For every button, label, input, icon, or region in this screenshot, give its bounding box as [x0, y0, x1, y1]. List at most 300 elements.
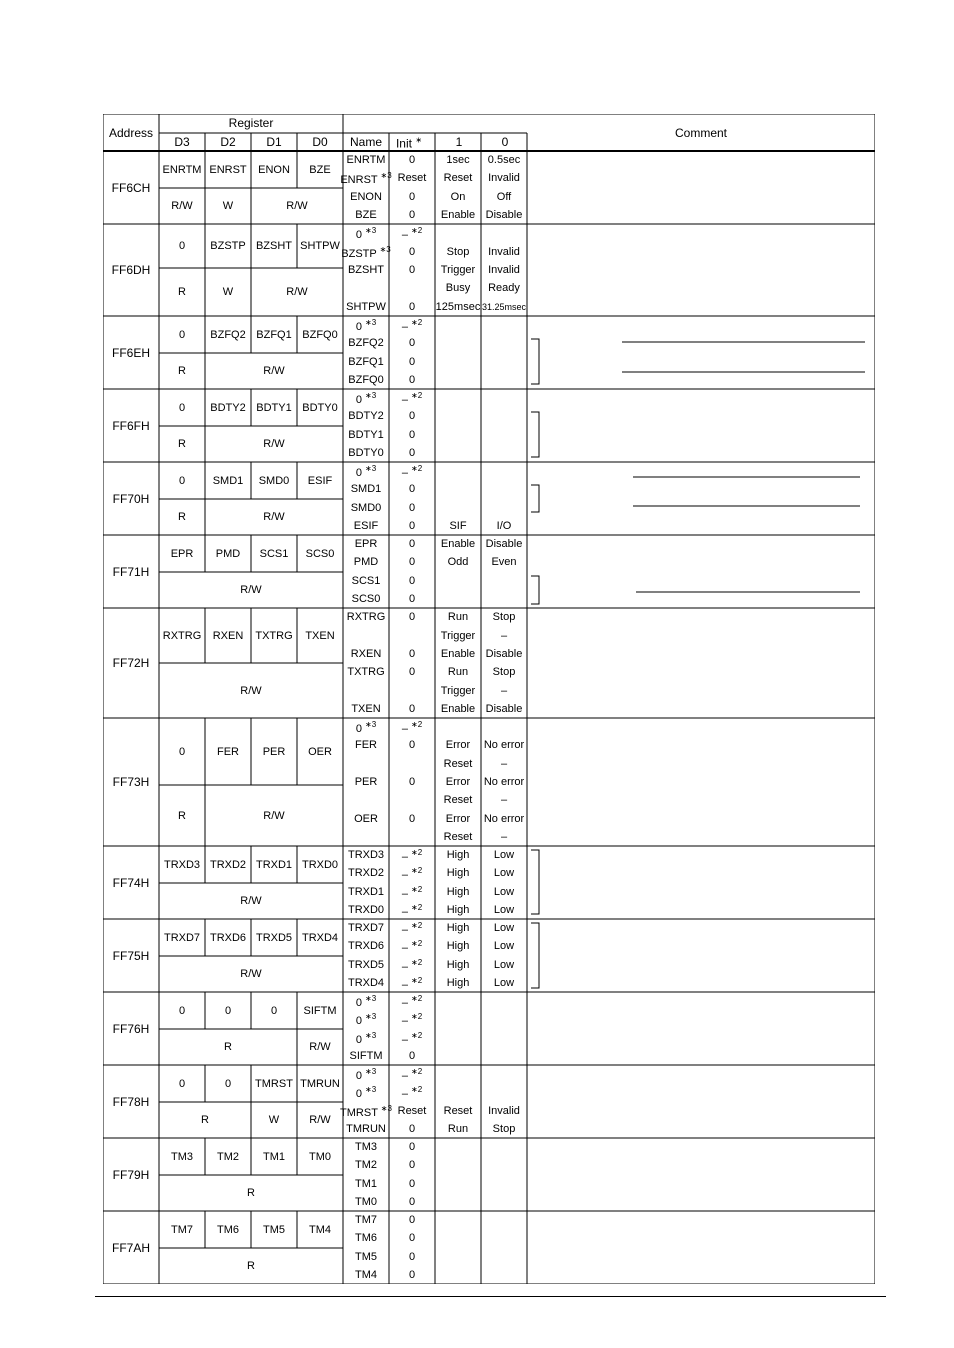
header-comment: Comment — [674, 126, 728, 140]
init-cell — [402, 1011, 422, 1029]
value-zero-cell: Invalid — [488, 172, 520, 185]
name-cell: TRXD6 — [347, 940, 385, 953]
init-cell: 0 — [408, 1122, 416, 1135]
value-zero-cell: Disable — [485, 702, 523, 715]
name-cell — [356, 1084, 376, 1102]
access-cell: R — [178, 511, 186, 523]
init-cell-value: – — [401, 1033, 408, 1046]
value-zero-cell: Invalid — [488, 264, 520, 276]
value-zero-cell: – — [500, 757, 508, 770]
value-one-cell: Error — [445, 776, 471, 788]
init-cell-value: – — [401, 722, 408, 735]
value-one-cell: Reset — [443, 830, 473, 843]
init-cell-value: – — [401, 393, 408, 406]
name-cell: ENON — [350, 190, 382, 203]
access-cell: R — [247, 1260, 255, 1272]
init-cell — [402, 992, 422, 1010]
name-cell: TM3 — [355, 1141, 377, 1154]
name-cell-note: ∗3 — [365, 994, 377, 1004]
name-cell: BZFQ2 — [348, 337, 384, 350]
bit-cell: TM5 — [263, 1223, 285, 1236]
header-d0: D0 — [312, 135, 328, 149]
name-cell: PER — [354, 776, 378, 788]
bit-cell: BZSTP — [210, 240, 246, 252]
name-cell-note: ∗3 — [380, 171, 392, 181]
address-cell: FF79H — [112, 1167, 150, 1182]
value-one-cell: Run — [447, 666, 469, 679]
init-cell: 0 — [408, 776, 416, 788]
bit-cell: ENRST — [209, 163, 247, 176]
value-one-cell: Reset — [443, 172, 473, 185]
value-one-cell: High — [446, 976, 470, 989]
init-cell: 0 — [408, 245, 416, 258]
name-cell-note: ∗3 — [365, 1067, 377, 1077]
name-cell-note: ∗3 — [379, 244, 391, 254]
value-zero-cell: Off — [496, 190, 512, 203]
bit-cell: 0 — [178, 401, 186, 414]
name-cell: SHTPW — [346, 300, 386, 313]
init-cell: 0 — [408, 410, 416, 423]
init-cell: 0 — [408, 812, 416, 825]
value-one-cell: 125msec — [435, 300, 481, 313]
name-cell-note: ∗3 — [365, 391, 377, 401]
name-cell-value: 0 — [355, 393, 362, 406]
name-cell: TM4 — [355, 1268, 377, 1281]
bit-cell: TM4 — [309, 1223, 331, 1236]
init-cell — [402, 718, 422, 736]
bit-cell: TRXD1 — [255, 858, 293, 871]
name-cell-note: ∗3 — [365, 1030, 377, 1040]
name-cell: ESIF — [353, 519, 379, 532]
name-cell — [356, 1029, 376, 1047]
name-cell: BZSHT — [347, 264, 385, 276]
init-cell-value: – — [401, 850, 408, 863]
name-cell-note: ∗3 — [365, 318, 377, 328]
value-one-cell: SIF — [449, 519, 467, 532]
value-one-cell: Run — [447, 1122, 469, 1135]
value-zero-cell: Disable — [485, 538, 523, 551]
init-cell: 0 — [408, 428, 416, 441]
init-cell: 0 — [408, 666, 416, 679]
access-cell: R — [224, 1041, 232, 1053]
name-cell-value: 0 — [355, 1069, 362, 1082]
header-init — [396, 134, 422, 151]
name-cell-note: ∗3 — [380, 1103, 392, 1113]
access-cell: R/W — [263, 809, 285, 822]
init-cell — [402, 865, 422, 883]
header-d1: D1 — [266, 135, 282, 149]
name-cell: BZFQ0 — [348, 373, 384, 386]
init-cell: 0 — [408, 1232, 416, 1245]
init-cell: 0 — [408, 190, 416, 203]
header-register: Register — [228, 116, 274, 130]
value-one-cell: Stop — [446, 245, 470, 258]
init-cell: 0 — [408, 446, 416, 459]
init-cell: 0 — [408, 264, 416, 276]
comment-bracket — [531, 339, 539, 384]
init-cell: 0 — [408, 702, 416, 715]
init-cell — [402, 956, 422, 974]
value-zero-cell: Low — [493, 885, 515, 898]
value-one-cell: Enable — [440, 208, 476, 221]
access-cell: R/W — [286, 286, 308, 298]
bit-cell: TM3 — [171, 1150, 193, 1163]
init-cell: 0 — [408, 538, 416, 551]
init-cell: Reset — [397, 172, 427, 185]
name-cell-note: ∗3 — [365, 720, 377, 730]
init-cell-value: – — [401, 466, 408, 479]
init-cell — [402, 938, 422, 956]
header-zero: 0 — [501, 135, 509, 149]
bit-cell: FER — [217, 745, 239, 758]
bit-cell: TRXD2 — [209, 858, 247, 871]
init-cell-value: – — [401, 229, 408, 242]
init-cell-note: ∗2 — [411, 318, 423, 328]
init-cell-note: ∗2 — [411, 903, 423, 913]
bit-cell: BZE — [309, 163, 331, 176]
value-one-cell: On — [450, 190, 466, 203]
value-zero-cell: Stop — [492, 1122, 516, 1135]
init-cell: 0 — [408, 556, 416, 569]
name-cell: SMD0 — [350, 501, 382, 514]
access-cell: R/W — [286, 200, 308, 212]
init-cell-note: ∗2 — [411, 939, 423, 949]
init-cell-value: – — [401, 978, 408, 991]
access-cell: R/W — [240, 968, 262, 980]
init-cell-note: ∗2 — [411, 866, 423, 876]
name-cell: BDTY1 — [348, 428, 384, 441]
init-cell: 0 — [408, 355, 416, 368]
value-one-cell: High — [446, 849, 470, 862]
bit-cell: OER — [308, 745, 332, 758]
value-one-cell: High — [446, 867, 470, 880]
value-zero-cell: Invalid — [488, 1104, 520, 1117]
header-init-mark: ∗ — [415, 135, 423, 145]
bit-cell: TRXD4 — [301, 931, 339, 944]
bit-cell: SCS0 — [305, 547, 335, 560]
header-d3: D3 — [174, 135, 190, 149]
name-cell — [356, 1065, 376, 1083]
name-cell: TXTRG — [347, 666, 385, 679]
bit-cell: 0 — [178, 745, 186, 758]
init-cell-value: – — [401, 942, 408, 955]
name-cell: TMRUN — [346, 1122, 386, 1135]
value-zero-cell: Low — [493, 922, 515, 935]
bit-cell: SCS1 — [259, 547, 289, 560]
name-cell-value: 0 — [355, 229, 362, 242]
bit-cell: BZSHT — [255, 240, 293, 252]
name-cell-value: 0 — [355, 320, 362, 333]
access-cell: R/W — [309, 1114, 331, 1126]
address-cell: FF72H — [112, 656, 150, 670]
name-cell: TXEN — [351, 702, 381, 715]
bit-cell: TRXD5 — [255, 931, 293, 944]
bit-cell: ENON — [258, 163, 290, 176]
address-cell: FF7AH — [111, 1240, 151, 1255]
init-cell-value: – — [401, 1015, 408, 1028]
access-cell: R/W — [263, 438, 285, 450]
name-cell: ENRTM — [346, 154, 386, 167]
bit-cell: 0 — [178, 240, 186, 252]
value-zero-cell: Low — [493, 940, 515, 953]
init-cell-note: ∗2 — [411, 884, 423, 894]
name-cell — [356, 389, 376, 407]
init-cell — [402, 901, 422, 919]
name-cell: TM0 — [355, 1195, 377, 1208]
init-cell-value: – — [401, 887, 408, 900]
init-cell: 0 — [408, 501, 416, 514]
init-cell — [402, 883, 422, 901]
bit-cell: SMD1 — [212, 474, 244, 487]
bit-cell: 0 — [178, 474, 186, 487]
value-zero-cell: Low — [493, 958, 515, 971]
name-cell: TRXD4 — [347, 976, 385, 989]
access-cell: R — [178, 809, 186, 822]
header-d2: D2 — [220, 135, 236, 149]
value-one-cell: High — [446, 940, 470, 953]
address-cell: FF6DH — [111, 263, 151, 277]
value-one-cell: Trigger — [440, 264, 476, 276]
init-cell: 0 — [408, 373, 416, 386]
init-cell: 0 — [408, 1177, 416, 1190]
name-cell — [341, 243, 390, 261]
bit-cell: TM1 — [263, 1150, 285, 1163]
init-cell: 0 — [408, 1159, 416, 1172]
value-zero-cell: Stop — [492, 611, 516, 624]
value-one-cell: Error — [445, 812, 471, 825]
init-cell: 0 — [408, 574, 416, 587]
init-cell — [402, 1084, 422, 1102]
bit-cell: RXTRG — [162, 629, 202, 642]
init-cell-value: – — [401, 1088, 408, 1101]
init-cell — [402, 1065, 422, 1083]
init-cell: 0 — [408, 1195, 416, 1208]
init-cell — [402, 846, 422, 864]
init-cell: 0 — [408, 592, 416, 605]
bit-cell: 0 — [224, 1077, 232, 1090]
bit-cell: 0 — [178, 1004, 186, 1017]
bit-cell: TXEN — [305, 629, 335, 642]
value-one-cell: Trigger — [440, 684, 476, 697]
header-init-label: Init — [395, 136, 412, 151]
init-cell-value: – — [401, 320, 408, 333]
access-cell: R/W — [240, 684, 262, 697]
name-cell: TRXD1 — [347, 885, 385, 898]
bit-cell: PER — [262, 745, 286, 758]
init-cell — [402, 462, 422, 480]
name-cell: SCS1 — [351, 574, 381, 587]
bit-cell: TRXD3 — [163, 858, 201, 871]
value-zero-cell: – — [500, 830, 508, 843]
footer-rule — [95, 1296, 886, 1297]
address-cell: FF78H — [112, 1094, 150, 1109]
name-cell-value: 0 — [355, 1088, 362, 1101]
name-cell: BZFQ1 — [348, 355, 384, 368]
bit-cell: ENRTM — [162, 163, 202, 176]
name-cell — [356, 1011, 376, 1029]
access-cell: R/W — [240, 895, 262, 907]
init-cell: 0 — [408, 1214, 416, 1227]
init-cell-value: – — [401, 1069, 408, 1082]
access-cell: W — [222, 286, 234, 298]
header-address: Address — [108, 126, 154, 140]
name-cell-value: TMRST — [340, 1106, 378, 1119]
value-zero-cell: I/O — [496, 519, 512, 532]
value-zero-cell: Stop — [492, 666, 516, 679]
init-cell: 0 — [408, 208, 416, 221]
name-cell-value: 0 — [355, 996, 362, 1009]
name-cell — [340, 170, 391, 188]
value-one-cell: Enable — [440, 647, 476, 660]
value-zero-cell: 0.5sec — [487, 154, 521, 167]
access-cell: R — [178, 286, 186, 298]
bit-cell: BDTY0 — [302, 401, 338, 414]
bit-cell: TXTRG — [255, 629, 293, 642]
init-cell-value: – — [401, 996, 408, 1009]
name-cell — [356, 718, 376, 736]
value-one-cell: High — [446, 903, 470, 916]
value-zero-cell: – — [500, 629, 508, 642]
name-cell: TM5 — [355, 1250, 377, 1263]
name-cell — [356, 992, 376, 1010]
bit-cell: TRXD6 — [209, 931, 247, 944]
name-cell: OER — [354, 812, 378, 825]
init-cell-value: – — [401, 869, 408, 882]
name-cell: TM6 — [355, 1232, 377, 1245]
bit-cell: RXEN — [212, 629, 244, 642]
init-cell: 0 — [408, 647, 416, 660]
init-cell: 0 — [408, 1049, 416, 1062]
value-zero-cell: No error — [483, 739, 525, 752]
init-cell-note: ∗2 — [411, 1067, 423, 1077]
name-cell: RXEN — [350, 647, 382, 660]
init-cell-note: ∗2 — [411, 976, 423, 986]
init-cell-value: – — [401, 905, 408, 918]
access-cell: W — [222, 200, 234, 212]
address-cell: FF74H — [112, 875, 150, 890]
init-cell: 0 — [408, 483, 416, 496]
value-one-cell: High — [446, 958, 470, 971]
name-cell: TRXD7 — [347, 922, 385, 935]
address-cell: FF75H — [112, 948, 150, 963]
init-cell-note: ∗2 — [411, 226, 423, 236]
name-cell-value: 0 — [355, 466, 362, 479]
comment-bracket — [531, 576, 539, 604]
init-cell: 0 — [408, 300, 416, 313]
access-cell: R/W — [263, 365, 285, 377]
value-one-cell: Busy — [445, 282, 471, 295]
init-cell-note: ∗2 — [411, 464, 423, 474]
bit-cell: PMD — [215, 547, 241, 560]
value-zero-cell: Disable — [485, 208, 523, 221]
bit-cell: TM6 — [217, 1223, 239, 1236]
name-cell — [340, 1102, 392, 1120]
value-one-cell: High — [446, 922, 470, 935]
name-cell: BDTY2 — [348, 410, 384, 423]
address-cell: FF6EH — [111, 345, 151, 360]
init-cell: 0 — [408, 611, 416, 624]
bit-cell: TMRUN — [300, 1077, 340, 1090]
init-cell — [402, 974, 422, 992]
init-cell: 0 — [408, 154, 416, 167]
bit-cell: TM7 — [171, 1223, 193, 1236]
bit-cell: SIFTM — [303, 1004, 337, 1017]
name-cell-note: ∗3 — [365, 1012, 377, 1022]
bit-cell: TM0 — [309, 1150, 331, 1163]
value-one-cell: Reset — [443, 794, 473, 807]
init-cell: 0 — [408, 337, 416, 350]
init-cell — [402, 919, 422, 937]
init-cell-note: ∗2 — [411, 1012, 423, 1022]
init-cell — [402, 224, 422, 242]
comment-bracket — [531, 412, 539, 457]
value-one-cell: Trigger — [440, 629, 476, 642]
access-cell: R/W — [309, 1041, 331, 1053]
name-cell: TM1 — [355, 1177, 377, 1190]
value-one-cell: 1sec — [446, 154, 470, 167]
access-cell: R — [178, 365, 186, 377]
name-cell: RXTRG — [346, 611, 386, 624]
value-one-cell: Reset — [443, 1104, 473, 1117]
bit-cell: TRXD0 — [301, 858, 339, 871]
header-name: Name — [349, 135, 383, 149]
value-zero-cell: Even — [491, 556, 517, 569]
value-zero-cell: – — [500, 684, 508, 697]
name-cell: BZE — [355, 208, 377, 221]
access-cell: R/W — [240, 584, 262, 596]
name-cell: PMD — [353, 556, 379, 569]
name-cell: TRXD5 — [347, 958, 385, 971]
bit-cell: BZFQ1 — [256, 328, 292, 341]
init-cell-note: ∗2 — [411, 1030, 423, 1040]
init-cell-note: ∗2 — [411, 994, 423, 1004]
init-cell-note: ∗2 — [411, 1085, 423, 1095]
init-cell — [402, 316, 422, 334]
value-zero-cell: Low — [493, 849, 515, 862]
comment-bracket — [531, 850, 539, 914]
bit-cell: TM2 — [217, 1150, 239, 1163]
init-cell: Reset — [397, 1104, 427, 1117]
init-cell-note: ∗2 — [411, 848, 423, 858]
bit-cell: 0 — [178, 1077, 186, 1090]
value-zero-cell: No error — [483, 776, 525, 788]
access-cell: R/W — [171, 200, 193, 212]
value-one-cell: Enable — [440, 702, 476, 715]
value-zero-cell: No error — [483, 812, 525, 825]
bit-cell: 0 — [224, 1004, 232, 1017]
bit-cell: TMRST — [255, 1077, 293, 1090]
value-one-cell: Reset — [443, 757, 473, 770]
name-cell — [356, 224, 376, 242]
bit-cell: 0 — [270, 1004, 278, 1017]
bit-cell: EPR — [170, 547, 194, 560]
address-cell: FF73H — [112, 775, 150, 789]
bit-cell: BDTY1 — [256, 401, 292, 414]
name-cell-value: 0 — [355, 722, 362, 735]
init-cell: 0 — [408, 1141, 416, 1154]
bit-cell: BZFQ2 — [210, 328, 246, 341]
bit-cell: TRXD7 — [163, 931, 201, 944]
name-cell: SCS0 — [351, 592, 381, 605]
header-one: 1 — [455, 135, 463, 149]
name-cell-value: BZSTP — [341, 247, 377, 260]
init-cell-note: ∗2 — [411, 391, 423, 401]
access-cell: R — [247, 1187, 255, 1199]
value-one-cell: Enable — [440, 538, 476, 551]
name-cell: BDTY0 — [348, 446, 384, 459]
value-one-cell: Run — [447, 611, 469, 624]
access-cell: R — [178, 438, 186, 450]
